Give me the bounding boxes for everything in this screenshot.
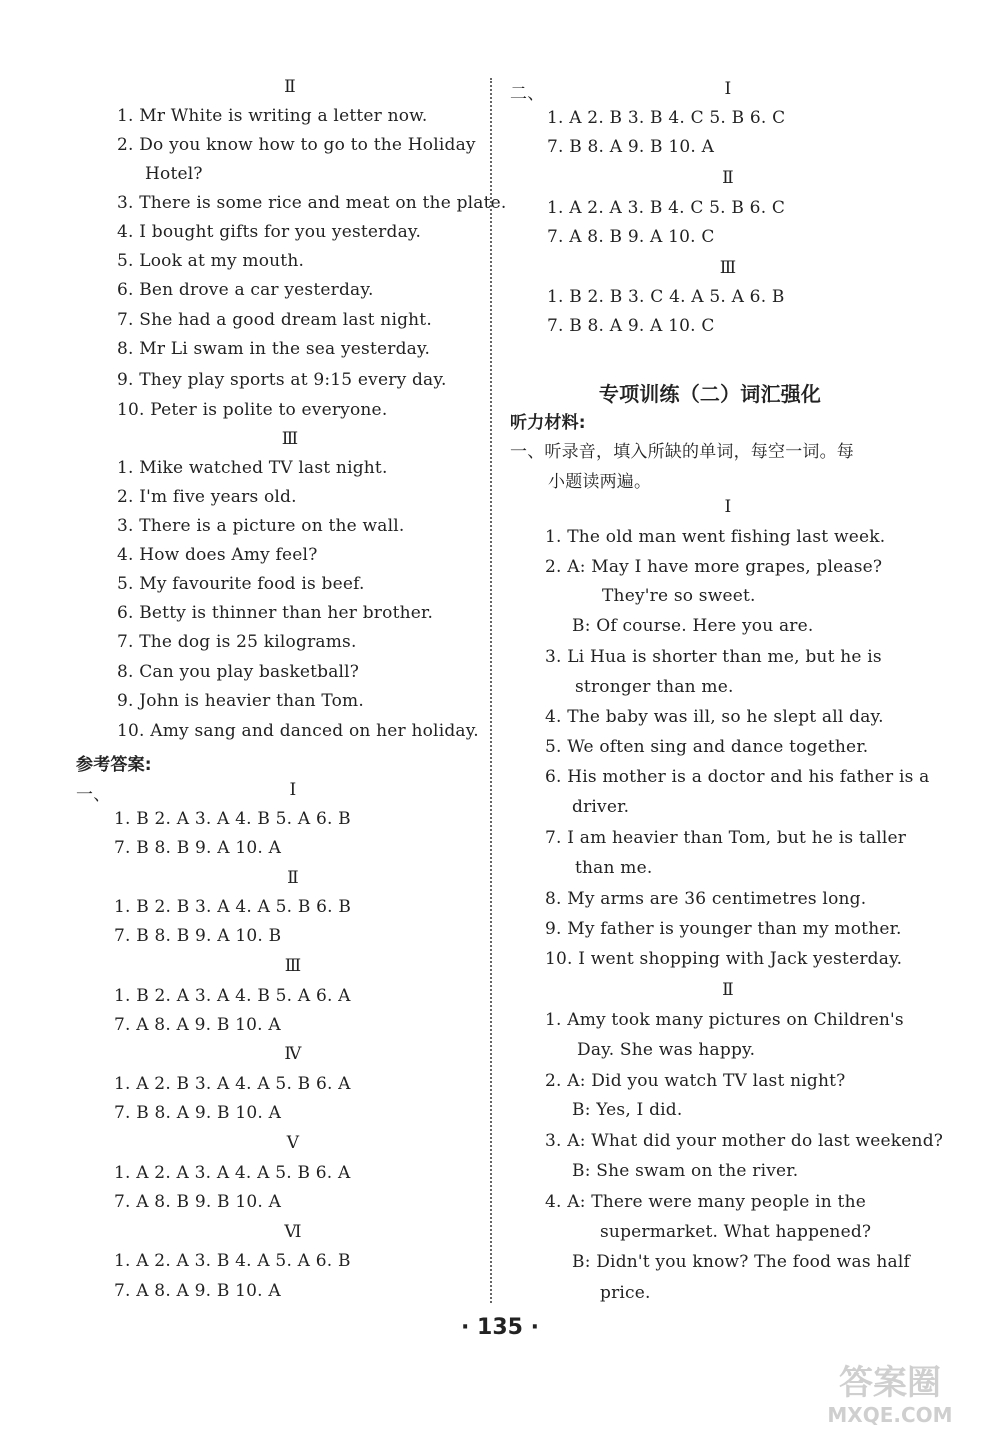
section-label: 参考答案: (76, 755, 152, 775)
text-line: 1. A 2. A 3. A 4. A 5. B 6. A (114, 1163, 351, 1183)
text-line: 1. B 2. A 3. A 4. B 5. A 6. A (114, 986, 351, 1006)
text-line: 1. A 2. A 3. B 4. C 5. B 6. C (547, 198, 786, 218)
text-line: 1. Amy took many pictures on Children's (545, 1010, 904, 1030)
text-line: 8. Mr Li swam in the sea yesterday. (117, 339, 431, 359)
text-line: 7. A 8. B 9. A 10. C (547, 227, 715, 247)
text-line: 3. There is a picture on the wall. (117, 516, 405, 536)
section-heading: 专项训练（二）词汇强化 (598, 382, 822, 406)
text-line: 7. A 8. A 9. B 10. A (114, 1015, 281, 1035)
text-line: B: Of course. Here you are. (572, 616, 814, 636)
text-line: 2. Do you know how to go to the Holiday (117, 135, 476, 155)
text-line: 2. A: May I have more grapes, please? (545, 557, 883, 577)
text-line: supermarket. What happened? (600, 1222, 872, 1242)
text-line: Ⅰ (724, 79, 732, 99)
text-line: 7. A 8. B 9. B 10. A (114, 1192, 282, 1212)
text-line: 4. The baby was ill, so he slept all day. (545, 707, 884, 727)
text-line: 3. A: What did your mother do last weekend? (545, 1131, 944, 1151)
watermark-logo (800, 1352, 980, 1432)
text-line: Ⅳ (284, 1044, 302, 1064)
text-line: 10. Amy sang and danced on her holiday. (117, 721, 479, 741)
text-line: Ⅱ (287, 868, 299, 888)
text-line: Hotel? (145, 164, 203, 184)
text-line: 一、听录音，填入所缺的单词，每空一词。每 (510, 442, 854, 462)
text-line: Ⅰ (289, 780, 297, 800)
text-line: Ⅲ (284, 956, 302, 976)
text-line: driver. (572, 797, 630, 817)
text-line: 7. The dog is 25 kilograms. (117, 632, 357, 652)
text-line: Ⅱ (722, 980, 734, 1000)
text-line: 3. There is some rice and meat on the plate. (117, 193, 507, 213)
text-line: B: She swam on the river. (572, 1161, 799, 1181)
text-line: 一、 (76, 785, 111, 805)
text-line: 7. I am heavier than Tom, but he is taller (545, 828, 907, 848)
svg-text:MXQE.COM: MXQE.COM (827, 1403, 953, 1427)
text-line: 8. Can you play basketball? (117, 662, 360, 682)
text-line: 二、 (510, 84, 545, 104)
text-line: 2. A: Did you watch TV last night? (545, 1071, 846, 1091)
text-line: B: Yes, I did. (572, 1100, 683, 1120)
text-line: 5. We often sing and dance together. (545, 737, 869, 757)
text-line: 7. B 8. A 9. B 10. A (114, 1103, 282, 1123)
text-line: 5. My favourite food is beef. (117, 574, 365, 594)
text-line: 9. John is heavier than Tom. (117, 691, 364, 711)
text-line: than me. (575, 858, 653, 878)
text-line: 1. B 2. B 3. C 4. A 5. A 6. B (547, 287, 785, 307)
text-line: Ⅲ (719, 258, 737, 278)
text-line: B: Didn't you know? The food was half (572, 1252, 911, 1272)
text-line: 1. A 2. A 3. B 4. A 5. A 6. B (114, 1251, 351, 1271)
text-line: 5. Look at my mouth. (117, 251, 305, 271)
text-line: 4. How does Amy feel? (117, 545, 318, 565)
text-line: 7. B 8. A 9. A 10. C (547, 316, 715, 336)
text-line: 6. His mother is a doctor and his father is a (545, 767, 930, 787)
text-line: 9. My father is younger than my mother. (545, 919, 902, 939)
text-line: 7. B 8. B 9. A 10. A (114, 838, 282, 858)
text-line: 1. B 2. A 3. A 4. B 5. A 6. B (114, 809, 351, 829)
text-line: 1. A 2. B 3. A 4. A 5. B 6. A (114, 1074, 351, 1094)
text-line: Ⅱ (722, 168, 734, 188)
text-line: 6. Ben drove a car yesterday. (117, 280, 374, 300)
page-number: · 135 · (461, 1315, 539, 1340)
text-line: 7. She had a good dream last night. (117, 310, 432, 330)
text-line: 4. I bought gifts for you yesterday. (117, 222, 422, 242)
text-line: Day. She was happy. (577, 1040, 756, 1060)
text-line: stronger than me. (575, 677, 734, 697)
text-line: They're so sweet. (602, 586, 756, 606)
text-line: 7. A 8. A 9. B 10. A (114, 1281, 281, 1301)
text-line: 10. Peter is polite to everyone. (117, 400, 388, 420)
column-divider (490, 78, 492, 1303)
text-line: Ⅴ (286, 1133, 300, 1153)
text-line: price. (600, 1283, 651, 1303)
text-line: 10. I went shopping with Jack yesterday. (545, 949, 903, 969)
text-line: 小题读两遍。 (548, 472, 652, 492)
text-line: Ⅵ (284, 1222, 302, 1242)
text-line: Ⅲ (281, 429, 299, 449)
text-line: 1. Mr White is writing a letter now. (117, 106, 428, 126)
text-line: 4. A: There were many people in the (545, 1192, 866, 1212)
text-line: 1. Mike watched TV last night. (117, 458, 388, 478)
text-line: 8. My arms are 36 centimetres long. (545, 889, 867, 909)
text-line: 1. B 2. B 3. A 4. A 5. B 6. B (114, 897, 352, 917)
text-line: 2. I'm five years old. (117, 487, 297, 507)
text-line: 9. They play sports at 9:15 every day. (117, 370, 447, 390)
text-line: 3. Li Hua is shorter than me, but he is (545, 647, 882, 667)
svg-text:答案圈: 答案圈 (839, 1363, 941, 1403)
text-line: 6. Betty is thinner than her brother. (117, 603, 434, 623)
text-line: Ⅰ (724, 497, 732, 517)
text-line: 7. B 8. B 9. A 10. B (114, 926, 282, 946)
text-line: Ⅱ (284, 77, 296, 97)
section-label: 听力材料: (510, 413, 586, 433)
text-line: 1. A 2. B 3. B 4. C 5. B 6. C (547, 108, 786, 128)
text-line: 1. The old man went fishing last week. (545, 527, 886, 547)
text-line: 7. B 8. A 9. B 10. A (547, 137, 715, 157)
